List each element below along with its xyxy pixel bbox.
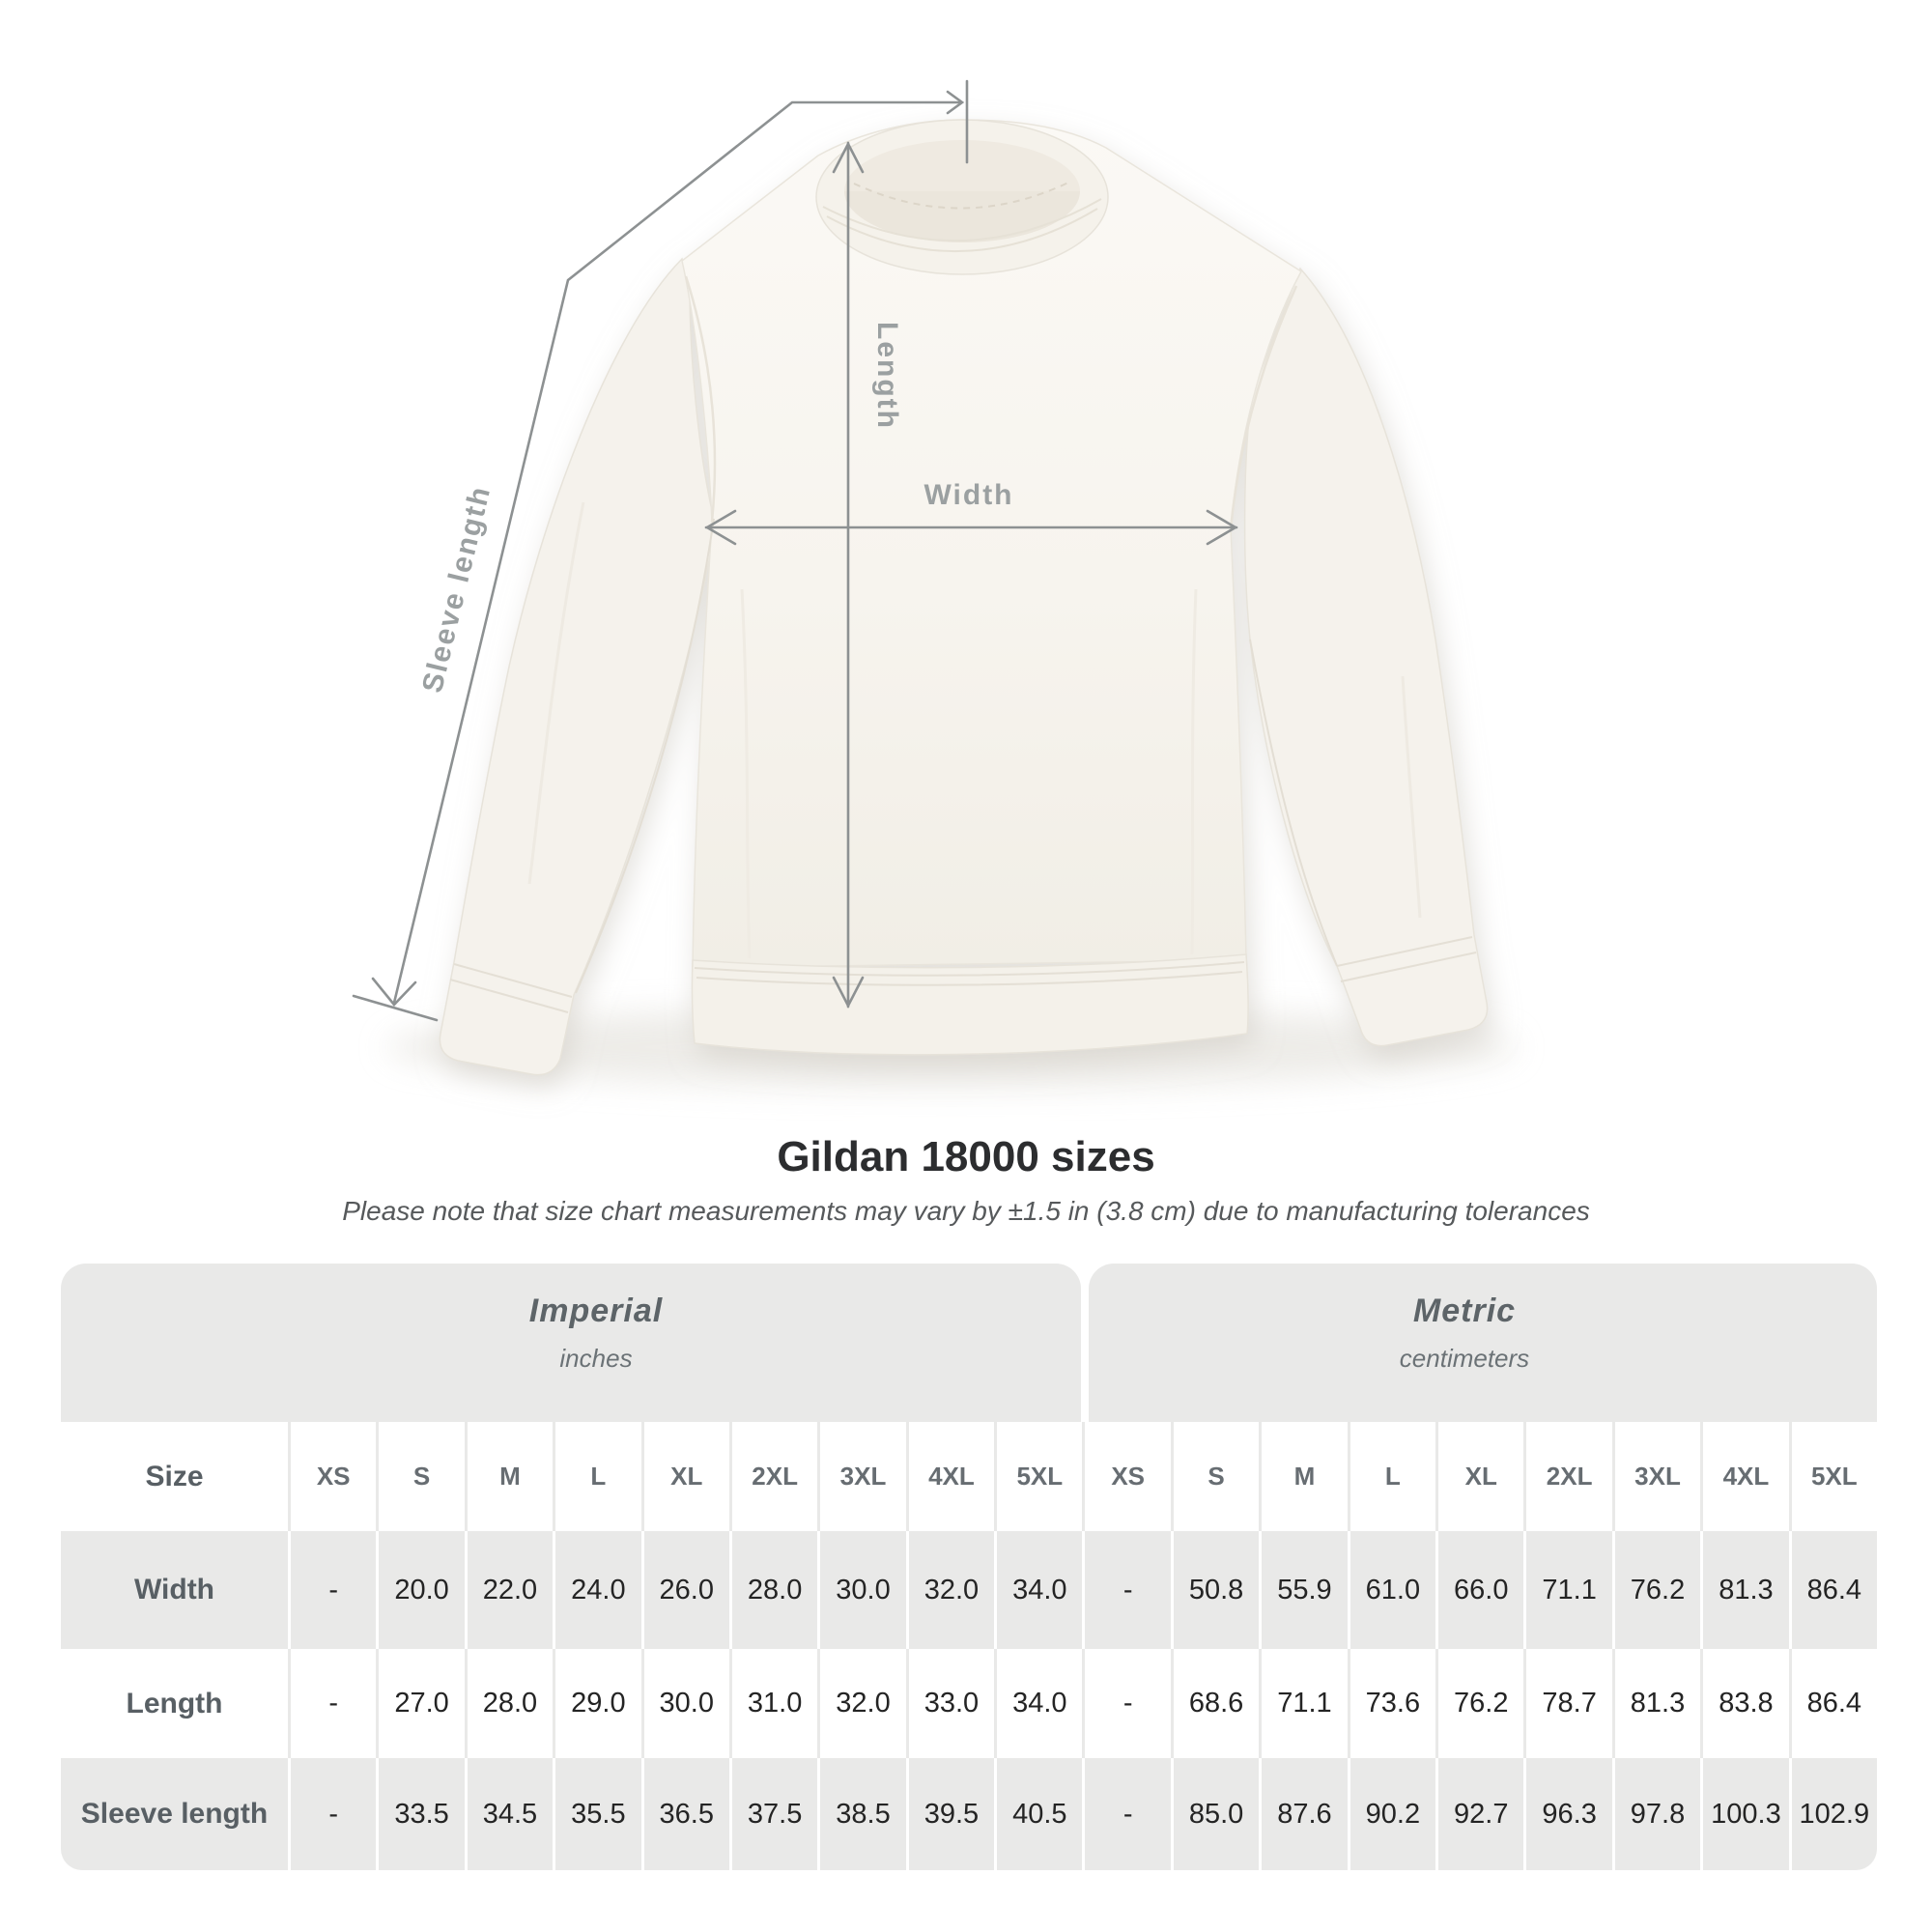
table-cell: 78.7 — [1526, 1649, 1611, 1758]
sweatshirt — [440, 120, 1487, 1075]
table-cell: 39.5 — [909, 1758, 994, 1870]
table-cell: 33.5 — [379, 1758, 464, 1870]
width-row-cells — [291, 1531, 1877, 1649]
size-header-cell: XS — [291, 1422, 376, 1531]
table-cell: 73.6 — [1350, 1649, 1435, 1758]
size-header-cell: 2XL — [1526, 1422, 1611, 1531]
size-table — [61, 1264, 1877, 1870]
table-cell: 34.5 — [468, 1758, 553, 1870]
table-cell: 92.7 — [1438, 1758, 1523, 1870]
size-header-cell: 5XL — [997, 1422, 1082, 1531]
table-cell: 71.1 — [1526, 1531, 1611, 1649]
sleeve-row-cells — [291, 1758, 1877, 1870]
table-cell: 29.0 — [555, 1649, 640, 1758]
size-header-cells — [291, 1422, 1877, 1531]
table-cell: 38.5 — [820, 1758, 905, 1870]
table-cell: 55.9 — [1262, 1531, 1347, 1649]
length-row-cells — [291, 1649, 1877, 1758]
page-title: Gildan 18000 sizes — [777, 1133, 1155, 1180]
table-cell: 81.3 — [1615, 1649, 1700, 1758]
table-cell: 32.0 — [909, 1531, 994, 1649]
table-cell: 87.6 — [1262, 1758, 1347, 1870]
size-header-cell: M — [1262, 1422, 1347, 1531]
size-header-cell: L — [555, 1422, 640, 1531]
table-cell: 24.0 — [555, 1531, 640, 1649]
table-cell: 32.0 — [820, 1649, 905, 1758]
size-header-cell: 3XL — [1615, 1422, 1700, 1531]
table-cell: 35.5 — [555, 1758, 640, 1870]
size-header-cell: 5XL — [1792, 1422, 1877, 1531]
table-cell: 33.0 — [909, 1649, 994, 1758]
length-row — [61, 1649, 1877, 1758]
size-header-cell: L — [1350, 1422, 1435, 1531]
table-cell: - — [1085, 1758, 1170, 1870]
size-header-cell: XL — [1438, 1422, 1523, 1531]
hem-band — [692, 954, 1248, 1055]
size-header-cell: 4XL — [909, 1422, 994, 1531]
table-cell: - — [1085, 1649, 1170, 1758]
size-header-row — [61, 1422, 1877, 1531]
size-header-cell: M — [468, 1422, 553, 1531]
size-header-cell: XL — [644, 1422, 729, 1531]
table-cell: 97.8 — [1615, 1758, 1700, 1870]
table-cell: 102.9 — [1792, 1758, 1877, 1870]
width-row-label: Width — [61, 1531, 288, 1649]
table-cell: 81.3 — [1703, 1531, 1788, 1649]
tolerance-note: Please note that size chart measurements may vary by ±1.5 in (3.8 cm) due to manufacturing tolerances — [342, 1196, 1590, 1226]
size-row-label: Size — [61, 1422, 288, 1531]
table-cell: 26.0 — [644, 1531, 729, 1649]
size-header-cell: 4XL — [1703, 1422, 1788, 1531]
size-header-cell: 3XL — [820, 1422, 905, 1531]
size-header-cell: S — [379, 1422, 464, 1531]
table-cell: 36.5 — [644, 1758, 729, 1870]
table-cell: - — [291, 1531, 376, 1649]
table-cell: 30.0 — [644, 1649, 729, 1758]
table-cell: 34.0 — [997, 1531, 1082, 1649]
table-cell: 50.8 — [1174, 1531, 1259, 1649]
table-cell: 28.0 — [468, 1649, 553, 1758]
table-cell: 31.0 — [732, 1649, 817, 1758]
table-cell: 76.2 — [1438, 1649, 1523, 1758]
imperial-title: Imperial — [528, 1293, 664, 1329]
right-sleeve — [1245, 269, 1488, 1046]
table-cell: 85.0 — [1174, 1758, 1259, 1870]
table-cell: 71.1 — [1262, 1649, 1347, 1758]
metric-unit: centimeters — [1399, 1344, 1530, 1373]
metric-header — [1089, 1264, 1877, 1422]
size-header-cell: 2XL — [732, 1422, 817, 1531]
table-cell: 34.0 — [997, 1649, 1082, 1758]
table-cell: 100.3 — [1703, 1758, 1788, 1870]
width-row — [61, 1531, 1877, 1649]
table-cell: 96.3 — [1526, 1758, 1611, 1870]
table-cell: 20.0 — [379, 1531, 464, 1649]
sleeve-length-label: Sleeve length — [416, 482, 497, 696]
table-cell: 76.2 — [1615, 1531, 1700, 1649]
table-cell: 40.5 — [997, 1758, 1082, 1870]
table-cell: 90.2 — [1350, 1758, 1435, 1870]
table-cell: 83.8 — [1703, 1649, 1788, 1758]
metric-title: Metric — [1412, 1293, 1517, 1329]
imperial-header — [61, 1264, 1081, 1422]
table-cell: 22.0 — [468, 1531, 553, 1649]
table-cell: 86.4 — [1792, 1531, 1877, 1649]
unit-header-row — [61, 1264, 1877, 1422]
sleeve-length-row — [61, 1758, 1877, 1870]
table-cell: 68.6 — [1174, 1649, 1259, 1758]
table-cell: 27.0 — [379, 1649, 464, 1758]
imperial-unit: inches — [559, 1344, 633, 1373]
sleeve-row-label: Sleeve length — [61, 1758, 288, 1870]
table-cell: 86.4 — [1792, 1649, 1877, 1758]
table-cell: - — [291, 1758, 376, 1870]
size-header-cell: S — [1174, 1422, 1259, 1531]
table-cell: 30.0 — [820, 1531, 905, 1649]
length-label: Length — [871, 322, 903, 430]
table-cell: 28.0 — [732, 1531, 817, 1649]
table-cell: - — [1085, 1531, 1170, 1649]
size-header-cell: XS — [1085, 1422, 1170, 1531]
table-cell: 61.0 — [1350, 1531, 1435, 1649]
table-cell: 66.0 — [1438, 1531, 1523, 1649]
width-label: Width — [923, 479, 1014, 511]
left-sleeve — [440, 259, 714, 1075]
length-row-label: Length — [61, 1649, 288, 1758]
table-cell: - — [291, 1649, 376, 1758]
table-cell: 37.5 — [732, 1758, 817, 1870]
